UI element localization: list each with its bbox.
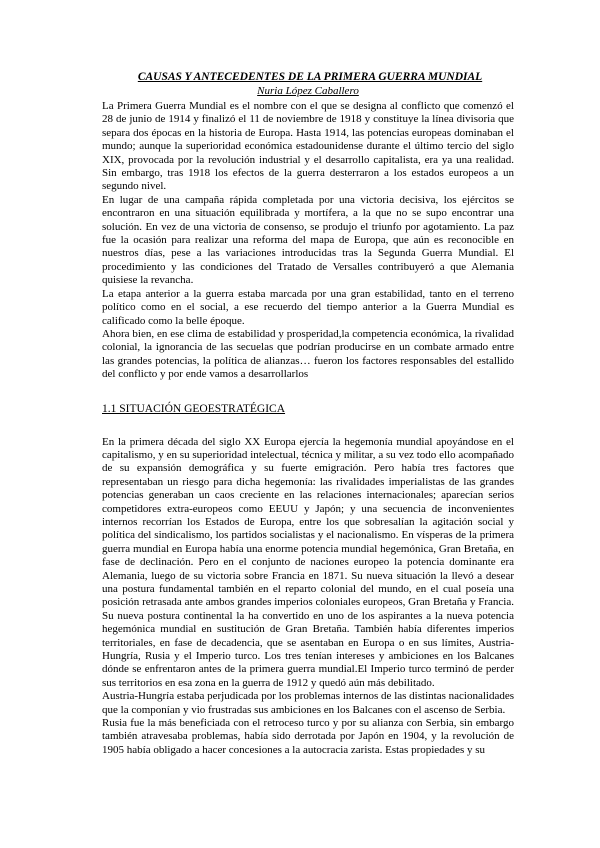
document-title: CAUSAS Y ANTECEDENTES DE LA PRIMERA GUERRA MUNDIAL — [137, 71, 483, 83]
paragraph: Rusia fue la más beneficiada con el retroceso turco y por su alianza con Serbia, sin embargo también atravesaba problemas, había sido derrotada por Japón en 1904, y la revolución de 1905 había obligado a hacer concesiones a la autocracia zarista. Estas propiedades y su — [102, 717, 514, 756]
paragraph: En la primera década del siglo XX Europa ejercía la hegemonía mundial apoyándose en el capitalismo, y en su superioridad intelectual, técnica y militar, a su vez todo ello acompañado de su expansión demográfica y su fuerte emigración. Pero había tres factores que representaban un riesgo para dicha hegemonía: las rivalidades imperialistas de las grandes potencias generaban un caos creciente en las relaciones internacionales; aparecían serios competidores extra-europeos como EEUU y Japón; y una secuencia de inconvenientes internos recorrían los Estados de Europa, entre los que sobresalían la agitación social y política del sindicalismo, los partidos socialistas y el nacionalismo. En vísperas de la primera guerra mundial en Europa había una enorme potencia mundial hegemónica, Gran Bretaña, en fase de declinación. Pero en el conjunto de naciones europeo la potencia dominante era Alemania, luego de su victoria sobre Francia en 1871. Su nueva situación la llevó a desear una postura fundamental también en el reparto colonial del mundo, en el cual poseía una posición retrasada ante ambos grandes imperios coloniales europeos, Gran Bretaña y Francia. Su nueva postura continental la ha convertido en uno de los aspirantes a la nueva potencia hegemónica mundial en sustitución de Gran Bretaña. También había diferentes imperios territoriales, en fase de decadencia, que se asentaban en Europa o en sus límites, Austria-Hungría, Rusia y el Imperio turco. Los tres tenían intereses y ambiciones en los Balcanes dónde se enfrentaron antes de la primera guerra mundial.El Imperio turco terminó de perder sus territorios en esa zona en la guerra de 1912 y quedó aún más debilitado. — [102, 435, 514, 689]
paragraph: En lugar de una campaña rápida completada por una victoria decisiva, los ejércitos se encontraron en una situación equilibrada y mortífera, a la que no se supo encontrar una solución. En vez de una victoria de consenso, se produjo el triunfo por agotamiento. La paz fue la ocasión para realizar una reforma del mapa de Europa, que aún es reconocible en nuestros días, pese a las variaciones introducidas tras la Segunda Guerra Mundial. El procedimiento y las condiciones del Tratado de Versalles contribuyeró a que Alemania quisiese la revancha. — [102, 193, 514, 287]
paragraph: Ahora bien, en ese clima de estabilidad y prosperidad,la competencia económica, la rivalidad colonial, la ignorancia de las secuelas que podrían producirse en un combate armado entre las grandes potencias, la política de alianzas… fueron los factores responsables del estallido del conflicto y por ende vamos a desarrollarlos — [102, 327, 514, 381]
paragraph: La Primera Guerra Mundial es el nombre con el que se designa al conflicto que comenzó el 28 de junio de 1914 y finalizó el 11 de noviembre de 1918 y constituye la línea divisoria que separa dos épocas en la historia de Europa. Hasta 1914, las potencias europeas dominaban el mundo; aunque la superioridad económica estadounidense durante el último tercio del siglo XIX, provocada por la revolución industrial y el desarrollo capitalista, era ya una realidad. Sin embargo, tras 1918 los efectos de la guerra desterraron a los estados europeos a un segundo nivel. — [102, 100, 514, 193]
document-author: Nuria López Caballero — [257, 85, 359, 97]
paragraph: Austria-Hungría estaba perjudicada por los problemas internos de las distintas nacionalidades que la componían y vio frustradas sus ambiciones en los Balcanes con el ascenso de Serbia. — [102, 690, 514, 716]
paragraph: La etapa anterior a la guerra estaba marcada por una gran estabilidad, tanto en el terreno político como en el social, a ese recuerdo del tiempo anterior a la Guerra Mundial es calificado como la belle époque. — [102, 287, 514, 327]
section-heading: 1.1 SITUACIÓN GEOESTRATÉGICA — [102, 402, 286, 415]
